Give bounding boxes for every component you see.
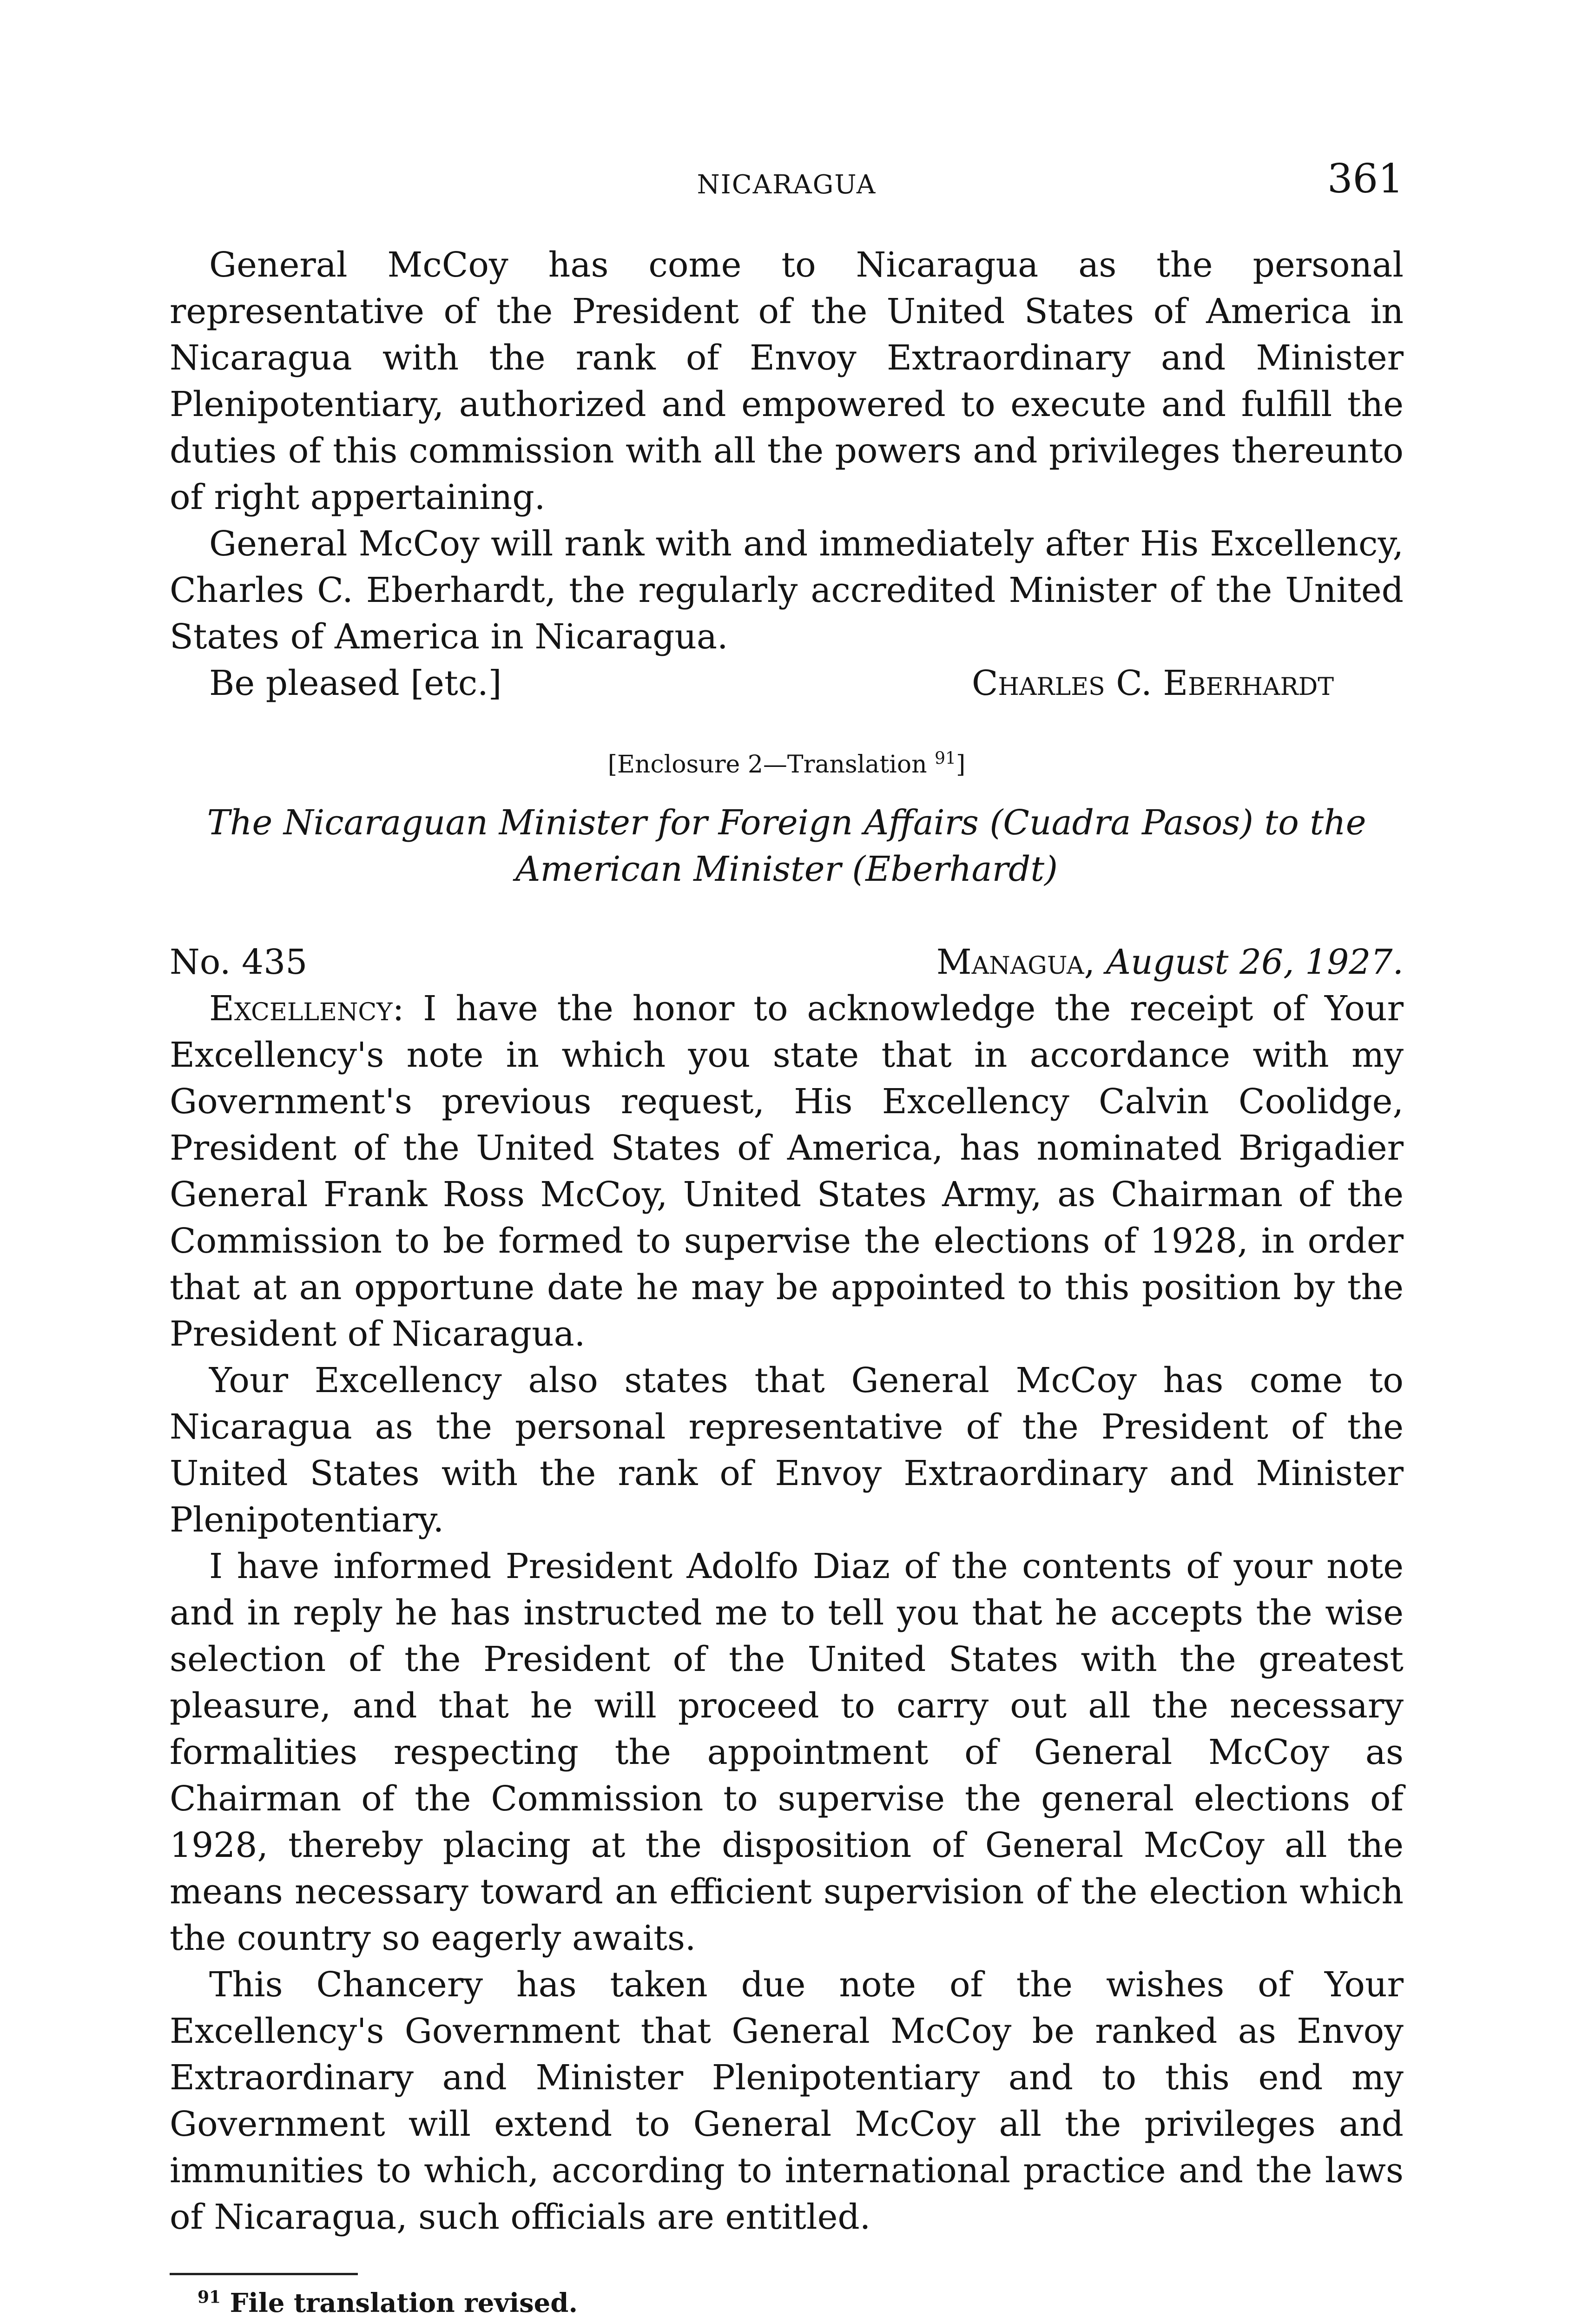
date: August 26, 1927. <box>1106 942 1404 982</box>
running-head: NICARAGUA <box>697 170 877 200</box>
footnote-text: File translation revised. <box>230 2288 578 2318</box>
footnote-marker: 91 <box>198 2287 221 2307</box>
page-header <box>170 156 1404 211</box>
footnote-divider <box>170 2273 358 2275</box>
closing-line <box>170 660 1404 706</box>
footnote <box>170 2284 1404 2322</box>
title-line-2: American Minister (Eberhardt) <box>515 849 1058 889</box>
document-title <box>170 799 1404 892</box>
paragraph: I have informed President Adolfo Diaz of the contents of your note and in reply he has instructed me to tell you that he accepts the wise selection of the President of the United States with the greatest pleasure, and that he will proceed to carry out all the necessary formalities respecting the appointment of General McCoy as Chairman of the Commission to supervise the general elections of 1928, thereby placing at the disposition of General McCoy all the means necessary toward an efficient supervision of the election which the country so eagerly awaits. <box>170 1546 1404 1958</box>
place: Managua, <box>936 942 1095 982</box>
document-number: No. 435 <box>170 942 308 982</box>
paragraph: General McCoy has come to Nicaragua as the personal representative of the President of the United States of America in Nicaragua with the rank of Envoy Extraordinary and Minister Plenipotentiary, authorized and empowered to execute and fulfill the duties of this commission with all the powers and privileges thereunto of right appertaining. <box>170 245 1404 517</box>
enclosure-bracket: ] <box>956 751 966 779</box>
paragraph <box>170 985 1404 1357</box>
enclosure-label <box>170 748 1404 781</box>
closing: Be pleased [etc.] <box>209 663 502 703</box>
footnote-ref: 91 <box>935 749 956 768</box>
salutation: Excellency: <box>209 989 404 1029</box>
page-number: 361 <box>1327 156 1404 202</box>
number-date-line <box>170 939 1404 985</box>
place-date <box>936 939 1404 985</box>
title-line-1: The Nicaraguan Minister for Foreign Affairs (Cuadra Pasos) to the <box>207 803 1366 843</box>
paragraph: Your Excellency also states that General McCoy has come to Nicaragua as the personal representative of the President of the United States with the rank of Envoy Extraordinary and Minister Plenipotentiary. <box>170 1360 1404 1540</box>
paragraph: This Chancery has taken due note of the wishes of Your Excellency's Government that General McCoy be ranked as Envoy Extraordinary and Minister Plenipotentiary and to this end my Government will extend to General McCoy all the privileges and immunities to which, according to international practice and the laws of Nicaragua, such officials are entitled. <box>170 1965 1404 2237</box>
paragraph-text: I have the honor to acknowledge the receipt of Your Excellency's note in which you state that in accordance with my Government's previous request, His Excellency Calvin Coolidge, President of the United States of America, has nominated Brigadier General Frank Ross McCoy, United States Army, as Chairman of the Commission to be formed to supervise the elections of 1928, in order that at an opportune date he may be appointed to this position by the President of Nicaragua. <box>170 989 1404 1354</box>
page-body <box>170 242 1404 2322</box>
signature: Charles C. Eberhardt <box>971 663 1334 703</box>
enclosure-text: [Enclosure 2—Translation <box>607 751 927 779</box>
paragraph: General McCoy will rank with and immediately after His Excellency, Charles C. Eberhardt, the regularly accredited Minister of the United States of America in Nicaragua. <box>170 524 1404 657</box>
